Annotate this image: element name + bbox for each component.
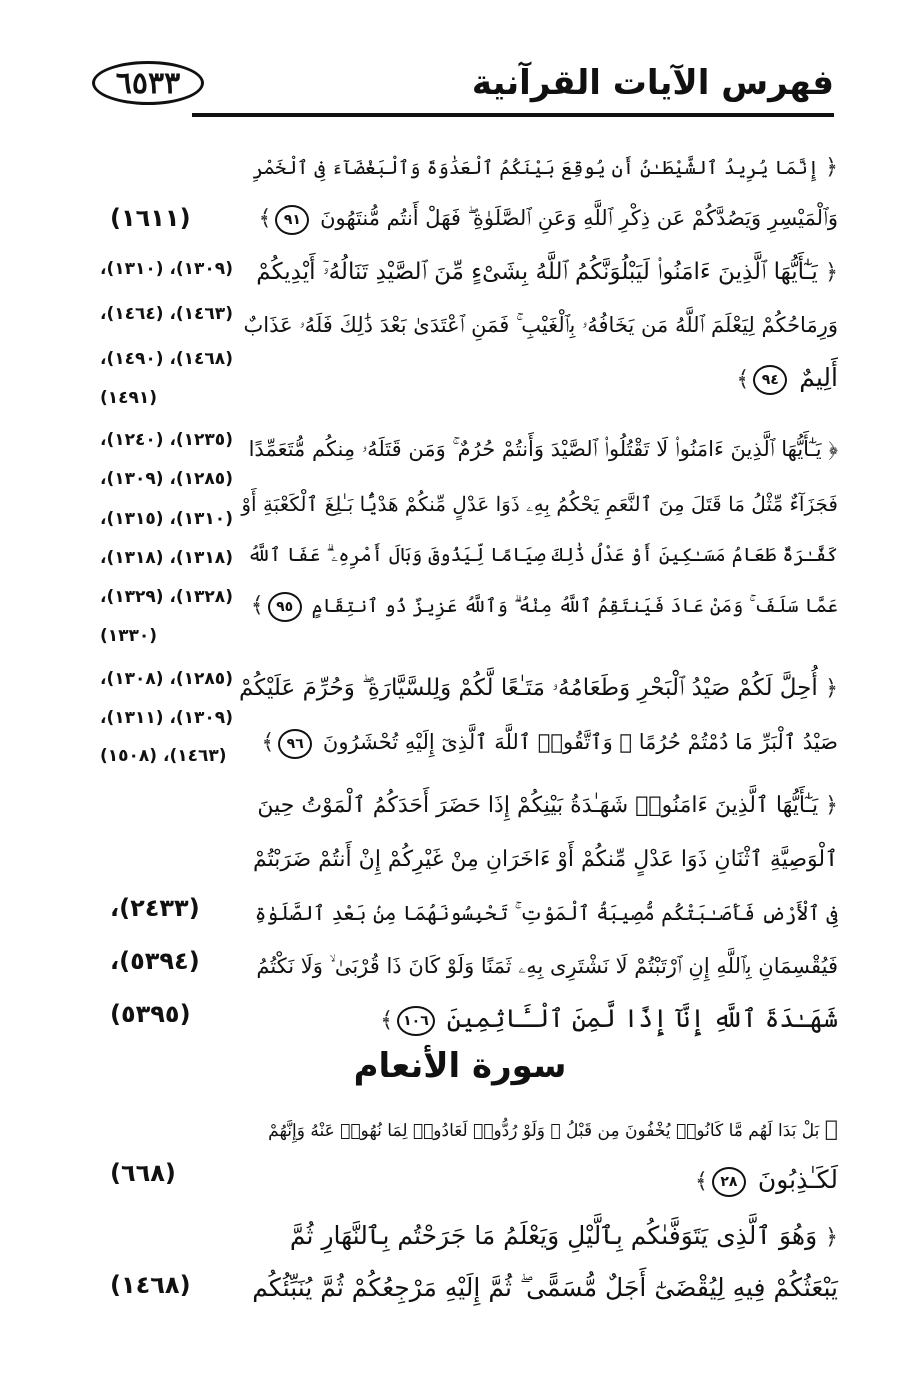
verse-line: لَكَـٰذِبُونَ ٢٨﴾ — [695, 1160, 838, 1202]
verse-line: ﴿ أُحِلَّ لَكُمْ صَيْدُ ٱلْبَحْرِ وَطَعَامُهُۥ مَتَـٰعًا لَّكُمْ وَلِلسَّيَّارَةِ ۖ وَحُرِّمَ عَلَيْكُمْ — [238, 675, 838, 701]
reference: (١٢٣٥)، (١٢٤٠)، — [100, 430, 233, 450]
reference: (١٣١٠)، (١٣١٥)، — [100, 509, 233, 529]
reference: (١٢٨٥)، (١٣٠٨)، — [100, 669, 233, 689]
verse-line: ﴿ إِنَّمَا يُرِيدُ ٱلشَّيْطَـٰنُ أَن يُوقِعَ بَيْنَكُمُ ٱلْعَدَٰوَةَ وَٱلْبَغْضَآءَ فِى ٱلْخَمْرِ — [252, 155, 838, 180]
verse-line: أَلِيمٌ ٩٤﴾ — [736, 358, 838, 400]
verse-line: وَٱلْمَيْسِرِ وَيَصُدَّكُمْ عَن ذِكْرِ ٱللَّهِ وَعَنِ ٱلصَّلَوٰةِ ۖ فَهَلْ أَنتُم مُّنتَهُونَ ٩١﴾ — [259, 198, 838, 239]
page-title: فهرس الآيات القرآنية — [471, 63, 834, 103]
verse-line: ٱلْوَصِيَّةِ ٱثْنَانِ ذَوَا عَدْلٍ مِّنكُمْ أَوْ ءَاخَرَانِ مِنْ غَيْرِكُمْ إِنْ أَنتُمْ ضَرَبْتُمْ — [252, 847, 838, 872]
ayah-number-marker: ٩١ — [275, 205, 309, 235]
reference: (١٣٣٠) — [100, 626, 158, 646]
verse-line: ﴿ وَهُوَ ٱلَّذِى يَتَوَفَّىٰكُم بِٱلَّيْلِ وَيَعْلَمُ مَا جَرَحْتُم بِٱلنَّهَارِ ثُمَّ — [289, 1221, 838, 1250]
reference: (١٣٠٩)، (١٣١٠)، — [100, 259, 233, 279]
ayah-number-marker: ٢٨ — [712, 1167, 746, 1197]
reference: (٦٦٨) — [110, 1159, 176, 1187]
verse-line: فَيُقْسِمَانِ بِٱللَّهِ إِنِ ٱرْتَبْتُمْ لَا نَشْتَرِى بِهِۦ ثَمَنًا وَلَوْ كَانَ ذَا قُرْبَىٰ ۙ وَلَا نَكْتُمُ — [256, 954, 838, 978]
reference: (١٣٢٨)، (١٣٢٩)، — [100, 587, 233, 607]
page-header — [92, 55, 834, 123]
reference: (١٤٩١) — [100, 388, 158, 408]
ayah-number-marker: ١٠٦ — [397, 1006, 435, 1036]
reference: (١٣١٨)، (١٣١٨)، — [100, 548, 233, 568]
reference: (١٤٦٣)، (١٤٦٤)، — [100, 304, 233, 324]
reference: (٥٣٩٥) — [110, 1000, 191, 1028]
ayah-number-marker: ٩٥ — [268, 592, 302, 622]
ayah-number-marker: ٩٦ — [278, 729, 312, 759]
reference: (١٦١١) — [110, 204, 191, 232]
reference: (١٤٦٣)، (١٥٠٨) — [100, 746, 227, 766]
page-number: ٦٥٣٣ — [92, 61, 204, 105]
ayah-number-marker: ٩٤ — [753, 365, 787, 395]
reference: (١٢٨٥)، (١٣٠٩)، — [100, 469, 233, 489]
reference: (١٤٦٨) — [110, 1271, 191, 1299]
verse-line: ﴿ يَـٰٓأَيُّهَا ٱلَّذِينَ ءَامَنُوا۟ شَهَـٰدَةُ بَيْنِكُمْ إِذَا حَضَرَ أَحَدَكُمُ ٱلْمَوْتُ حِينَ — [257, 793, 838, 818]
verse-line: فَجَزَآءٌ مِّثْلُ مَا قَتَلَ مِنَ ٱلنَّعَمِ يَحْكُمُ بِهِۦ ذَوَا عَدْلٍ مِّنكُمْ هَدْيًۢا بَـٰلِغَ ٱلْكَعْبَةِ أَوْ — [241, 492, 838, 516]
verse-line: وَرِمَاحُكُمْ لِيَعْلَمَ ٱللَّهُ مَن يَخَافُهُۥ بِٱلْغَيْبِ ۚ فَمَنِ ٱعْتَدَىٰ بَعْدَ ذَٰلِكَ فَلَهُۥ عَذَابٌ — [243, 313, 838, 337]
verse-line: صَيْدُ ٱلْبَرِّ مَا دُمْتُمْ حُرُمًا ۗ وَٱتَّقُوا۟ ٱللَّهَ ٱلَّذِىٓ إِلَيْهِ تُحْشَرُونَ ٩٦﴾ — [261, 722, 838, 763]
verse-line: فِى ٱلْأَرْضِ فَأَصَـٰبَتْكُم مُّصِيبَةُ ٱلْمَوْتِ ۚ تَحْبِسُونَهُمَا مِنۢ بَعْدِ ٱلصَّلَوٰةِ — [254, 901, 838, 925]
verse-line: ﴿ بَلْ بَدَا لَهُم مَّا كَانُوا۟ يُخْفُونَ مِن قَبْلُ ۖ وَلَوْ رُدُّوا۟ لَعَادُوا۟ لِمَا نُهُوا۟ عَنْهُ وَإِنَّهُمْ — [268, 1117, 838, 1142]
verse-line: عَمَّا سَلَفَ ۚ وَمَنْ عَادَ فَيَنتَقِمُ ٱللَّهُ مِنْهُ ۗ وَٱللَّهُ عَزِيزٌ ذُو ٱنتِقَامٍ ٩٥﴾ — [251, 586, 838, 626]
verse-line: ﴿ يَـٰٓأَيُّهَا ٱلَّذِينَ ءَامَنُوا۟ لَيَبْلُوَنَّكُمُ ٱللَّهُ بِشَىْءٍ مِّنَ ٱلصَّيْدِ تَنَالُهُۥٓ أَيْدِيكُمْ — [256, 259, 838, 285]
verse-line: يَبْعَثُكُمْ فِيهِ لِيُقْضَىٰٓ أَجَلٌ مُّسَمًّى ۖ ثُمَّ إِلَيْهِ مَرْجِعُكُمْ ثُمَّ يُنَبِّئُكُم — [252, 1273, 838, 1302]
reference: (١٣٠٩)، (١٣١١)، — [100, 708, 233, 728]
reference: (١٤٦٨)، (١٤٩٠)، — [100, 349, 233, 369]
header-rule — [192, 113, 834, 117]
surah-title: سورة الأنعام — [353, 1046, 567, 1086]
verse-line: شَهَـٰدَةَ ٱللَّهِ إِنَّآ إِذًا لَّمِنَ ٱلْـَٔاثِمِينَ ١٠٦﴾ — [380, 999, 838, 1041]
reference: (٢٤٣٣)، — [110, 894, 200, 922]
verse-line: ﴿ يَـٰٓأَيُّهَا ٱلَّذِينَ ءَامَنُوا۟ لَا تَقْتُلُوا۟ ٱلصَّيْدَ وَأَنتُمْ حُرُمٌ ۚ وَمَن قَتَلَهُۥ مِنكُم مُّتَعَمِّدًا — [248, 437, 838, 462]
reference: (٥٣٩٤)، — [110, 947, 200, 975]
verse-line: كَفَّـٰرَةٌ طَعَامُ مَسَـٰكِينَ أَوْ عَدْلُ ذَٰلِكَ صِيَامًا لِّيَذُوقَ وَبَالَ أَمْرِهِۦ ۗ عَفَا ٱللَّهُ — [247, 544, 838, 566]
